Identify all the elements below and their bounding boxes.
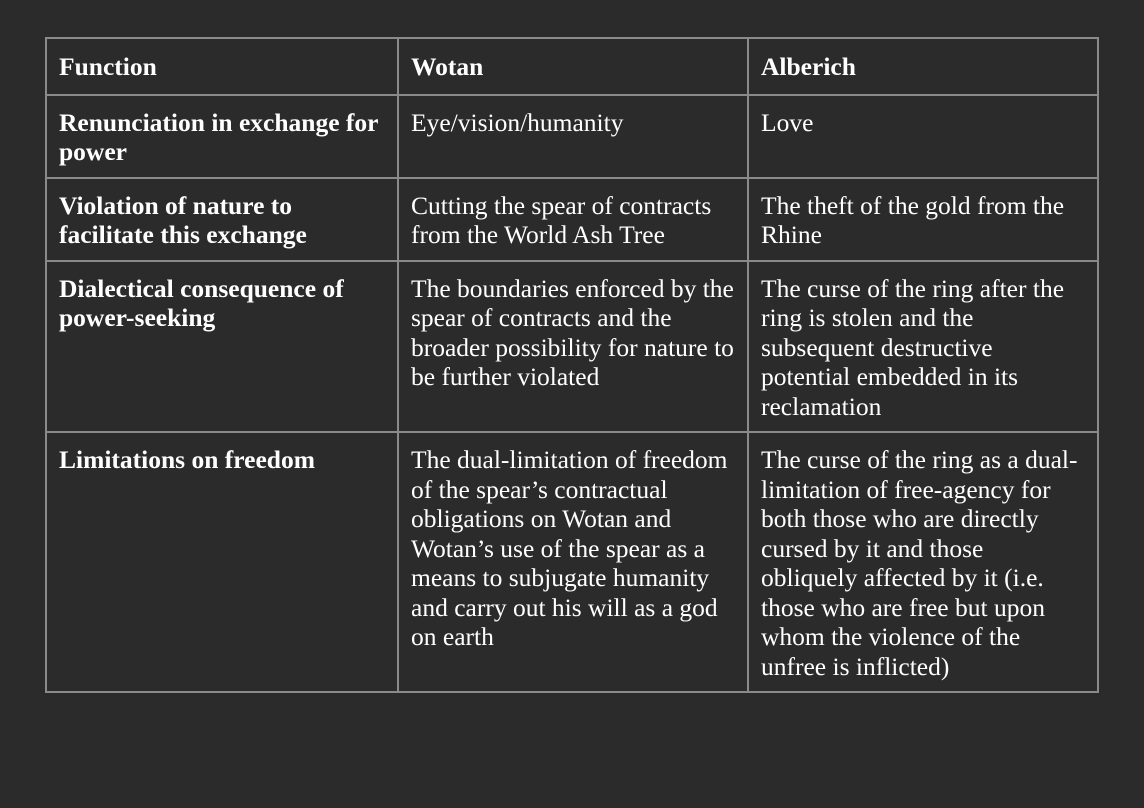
- row-function-cell: Limitations on freedom: [46, 432, 398, 692]
- header-function: Function: [46, 38, 398, 95]
- row-alberich-cell: The theft of the gold from the Rhine: [748, 178, 1098, 261]
- row-wotan-cell: The boundaries enforced by the spear of contracts and the broader possibility for nature to be further violated: [398, 261, 748, 433]
- row-wotan-cell: The dual-limitation of freedom of the spear’s contractual obligations on Wotan and Wotan’s use of the spear as a means to subjugate humanity and carry out his will as a god on earth: [398, 432, 748, 692]
- row-alberich-cell: The curse of the ring as a dual-limitation of free-agency for both those who are directly cursed by it and those obliquely affected by it (i.e. those who are free but upon whom the violence of the unfree is inflicted): [748, 432, 1098, 692]
- row-function-cell: Renunciation in exchange for power: [46, 95, 398, 178]
- header-alberich: Alberich: [748, 38, 1098, 95]
- table-row: [46, 178, 1098, 261]
- row-function-cell: Violation of nature to facilitate this exchange: [46, 178, 398, 261]
- row-wotan-cell: Eye/vision/humanity: [398, 95, 748, 178]
- table-row: [46, 95, 1098, 178]
- row-function-cell: Dialectical consequence of power-seeking: [46, 261, 398, 433]
- row-alberich-cell: Love: [748, 95, 1098, 178]
- table-body: [46, 95, 1098, 693]
- table-row: [46, 261, 1098, 433]
- row-alberich-cell: The curse of the ring after the ring is stolen and the subsequent destructive potential embedded in its reclamation: [748, 261, 1098, 433]
- header-row: [46, 38, 1098, 95]
- comparison-table: [45, 37, 1099, 693]
- table-header: [46, 38, 1098, 95]
- table-row: [46, 432, 1098, 692]
- header-wotan: Wotan: [398, 38, 748, 95]
- row-wotan-cell: Cutting the spear of contracts from the World Ash Tree: [398, 178, 748, 261]
